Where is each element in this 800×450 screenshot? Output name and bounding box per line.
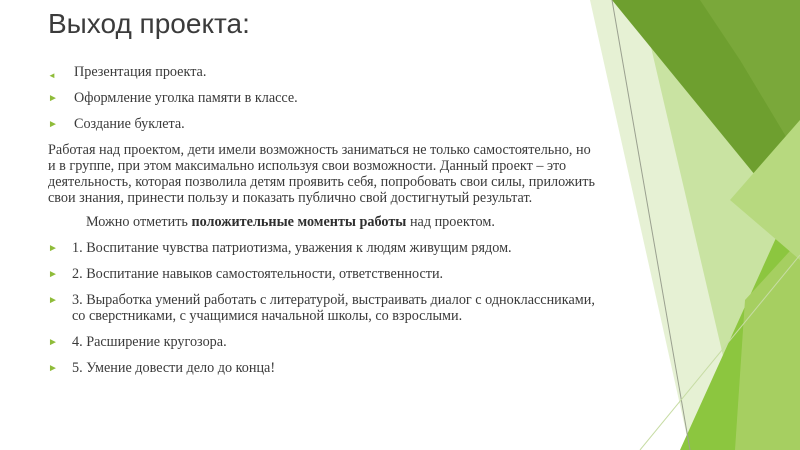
note-prefix: Можно отметить [86, 214, 192, 230]
list-item [48, 266, 598, 282]
slide-title: Выход проекта: [48, 8, 250, 39]
list-item-text: 5. Умение довести дело до конца! [72, 360, 276, 376]
bullet-icon: ► [48, 119, 58, 130]
list-item-text: 4. Расширение кругозора. [72, 334, 227, 350]
list-item-text: Презентация проекта. [74, 64, 207, 80]
slide-content [48, 64, 598, 386]
list-item [48, 240, 598, 256]
bullet-icon: ► [48, 93, 58, 104]
list-item [48, 64, 598, 80]
list-item [48, 116, 598, 132]
note-bold: положительные моменты работы [191, 214, 407, 230]
paragraph [48, 142, 598, 206]
list-item [48, 334, 598, 350]
list-item-text: Создание буклета. [74, 116, 185, 132]
list-item-text: 1. Воспитание чувства патриотизма, уважения к людям живущим рядом. [72, 240, 512, 256]
bullet-icon: ◄ [48, 71, 56, 80]
bullet-icon: ► [48, 243, 58, 254]
bullet-icon: ► [48, 295, 58, 306]
list-item-text: 2. Воспитание навыков самостоятельности, ответственности. [72, 266, 444, 282]
list-item-text: Оформление уголка памяти в классе. [74, 90, 298, 106]
list-item-text: 3. Выработка умений работать с литературой, выстраивать диалог с одноклассниками, со сверстниками, с учащимися начальной школы, со взрослыми. [72, 292, 595, 324]
list-item [48, 90, 598, 106]
list-item [48, 360, 598, 376]
summary-note-text [48, 214, 598, 230]
summary-note [48, 214, 598, 230]
bullet-icon: ► [48, 363, 58, 374]
bullet-icon: ► [48, 269, 58, 280]
bullet-icon: ► [48, 337, 58, 348]
list-item [48, 292, 598, 324]
note-suffix: над проектом. [406, 214, 495, 230]
paragraph-text: Работая над проектом, дети имели возможность заниматься не только самостоятельно, но и в группе, при этом максимально используя свои возможности. Данный проект – это деятельность, которая позволила детям проявить себя, попробовать свои силы, приложить свои знания, принести пользу и показать публично свой достигнутый результат. [48, 142, 595, 206]
